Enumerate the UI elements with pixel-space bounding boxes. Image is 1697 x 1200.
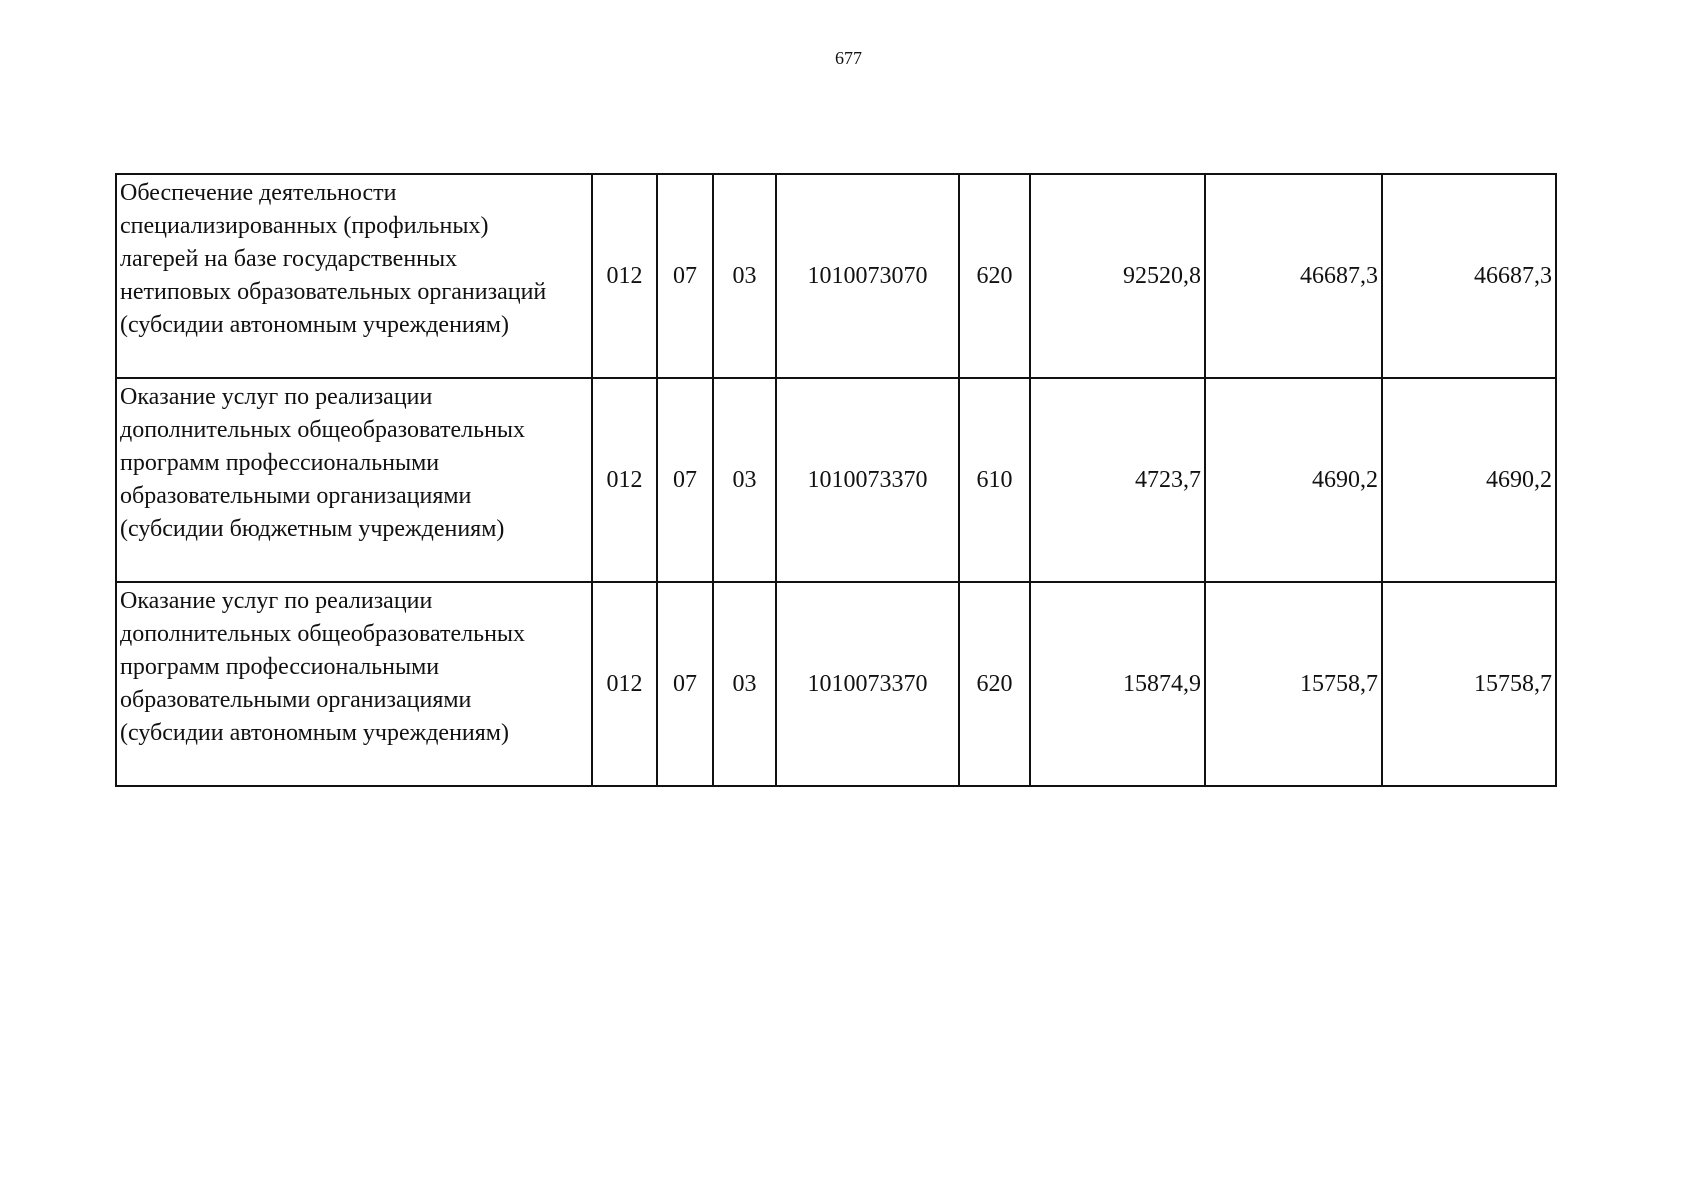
expense-type-cell: 620 bbox=[959, 174, 1030, 378]
description-line: Оказание услуг по реализации bbox=[120, 384, 433, 410]
amount-1-cell: 4723,7 bbox=[1030, 378, 1205, 582]
description-line: программ профессиональными bbox=[120, 450, 440, 476]
description-line: дополнительных общеобразовательных bbox=[120, 621, 526, 647]
subsection-code-cell: 03 bbox=[713, 582, 776, 786]
section-code-cell: 07 bbox=[657, 174, 713, 378]
ministry-code-cell: 012 bbox=[592, 174, 657, 378]
amount-3-cell: 4690,2 bbox=[1382, 378, 1556, 582]
ministry-code-cell: 012 bbox=[592, 582, 657, 786]
subsection-code-cell: 03 bbox=[713, 378, 776, 582]
ministry-code-cell: 012 bbox=[592, 378, 657, 582]
description-line: программ профессиональными bbox=[120, 654, 440, 680]
target-article-cell: 1010073070 bbox=[776, 174, 959, 378]
description-line: нетиповых образовательных организаций bbox=[120, 279, 547, 305]
amount-3-cell: 15758,7 bbox=[1382, 582, 1556, 786]
target-article-cell: 1010073370 bbox=[776, 378, 959, 582]
description-line: дополнительных общеобразовательных bbox=[120, 417, 526, 443]
subsection-code-cell: 03 bbox=[713, 174, 776, 378]
description-line: образовательными организациями bbox=[120, 483, 472, 509]
section-code-cell: 07 bbox=[657, 378, 713, 582]
expense-type-cell: 610 bbox=[959, 378, 1030, 582]
description-line: Оказание услуг по реализации bbox=[120, 588, 433, 614]
description-line: (субсидии автономным учреждениям) bbox=[120, 720, 509, 746]
amount-2-cell: 15758,7 bbox=[1205, 582, 1382, 786]
description-line: Обеспечение деятельности bbox=[120, 180, 397, 206]
amount-2-cell: 46687,3 bbox=[1205, 174, 1382, 378]
description-line: лагерей на базе государственных bbox=[120, 246, 458, 272]
page-number: 677 bbox=[835, 48, 862, 68]
amount-2-cell: 4690,2 bbox=[1205, 378, 1382, 582]
description-line: специализированных (профильных) bbox=[120, 213, 489, 239]
amount-1-cell: 92520,8 bbox=[1030, 174, 1205, 378]
table-row bbox=[116, 174, 1556, 378]
expense-type-cell: 620 bbox=[959, 582, 1030, 786]
section-code-cell: 07 bbox=[657, 582, 713, 786]
table-row bbox=[116, 378, 1556, 582]
table-row bbox=[116, 582, 1556, 786]
description-line: (субсидии бюджетным учреждениям) bbox=[120, 516, 505, 542]
row-description-cell bbox=[116, 378, 592, 582]
target-article-cell: 1010073370 bbox=[776, 582, 959, 786]
row-description-cell bbox=[116, 582, 592, 786]
amount-3-cell: 46687,3 bbox=[1382, 174, 1556, 378]
amount-1-cell: 15874,9 bbox=[1030, 582, 1205, 786]
row-description-cell bbox=[116, 174, 592, 378]
budget-table bbox=[115, 173, 1557, 787]
description-line: (субсидии автономным учреждениям) bbox=[120, 312, 509, 338]
description-line: образовательными организациями bbox=[120, 687, 472, 713]
